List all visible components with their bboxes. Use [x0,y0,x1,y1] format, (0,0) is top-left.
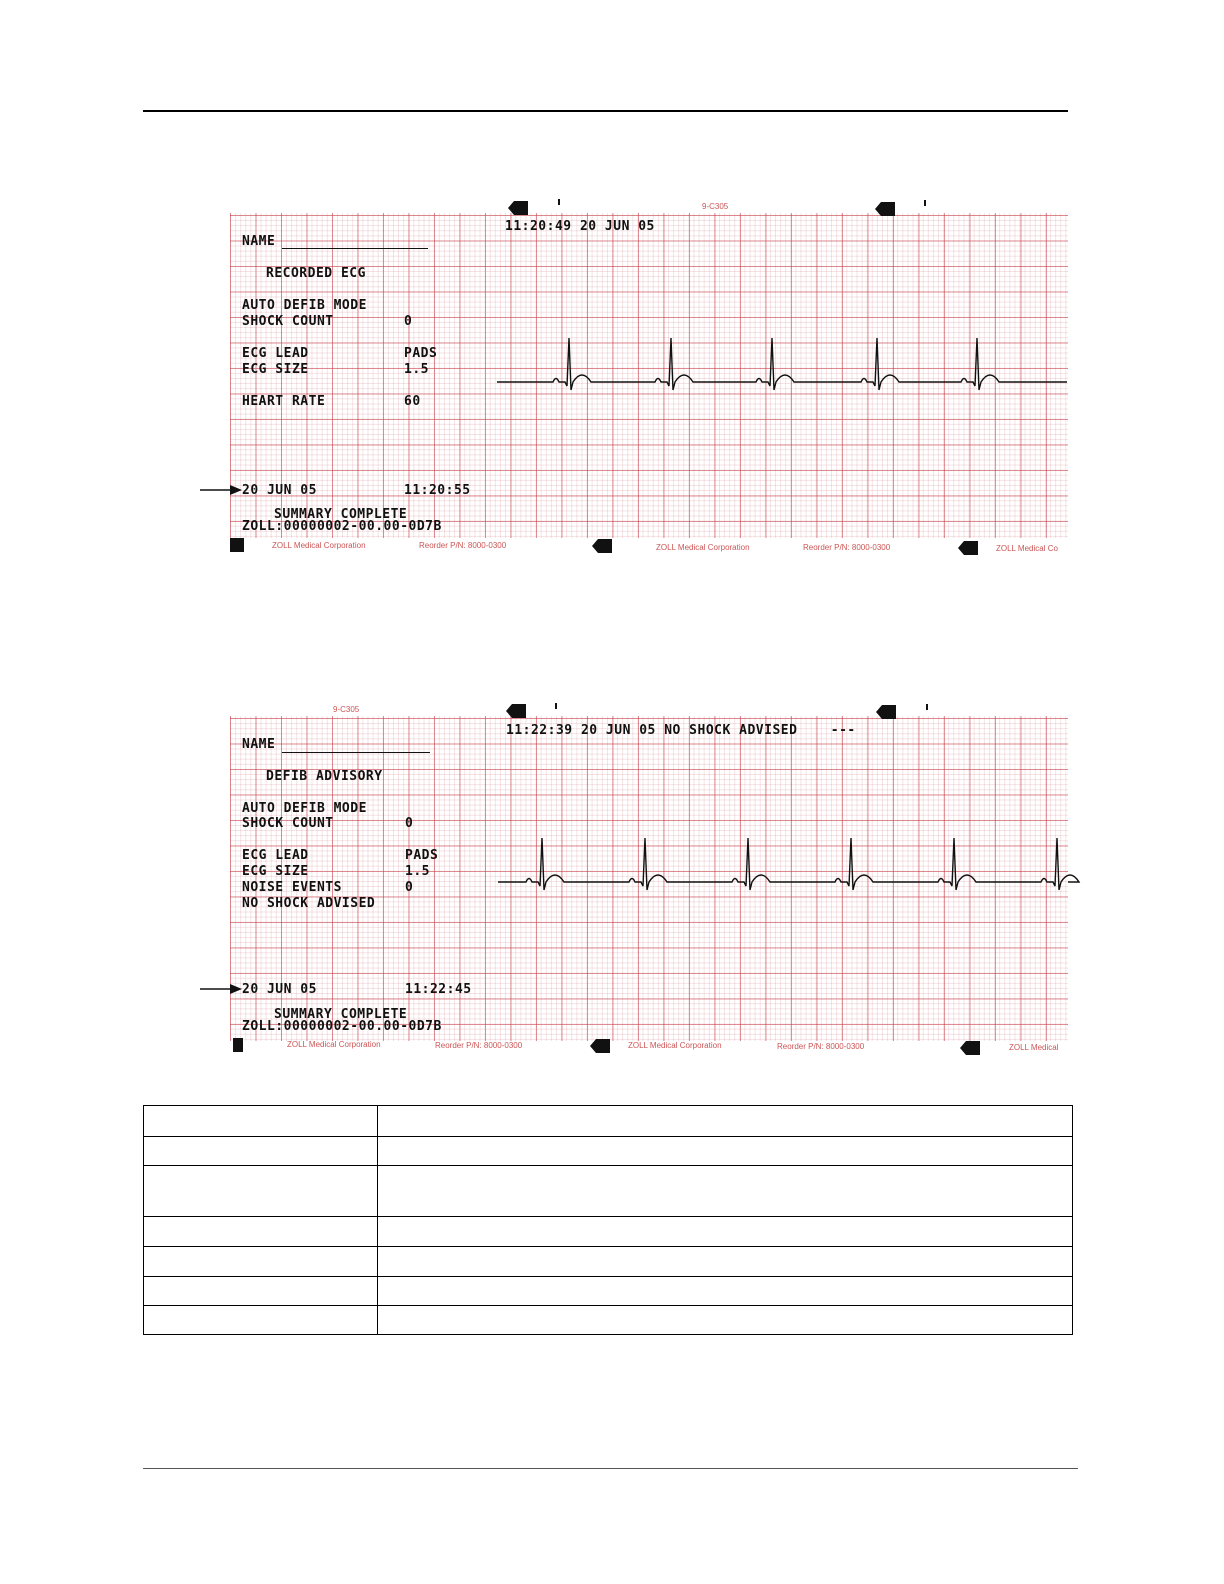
table-cell [144,1277,378,1306]
serial-text: ZOLL:00000002-00.00-0D7B [242,519,442,534]
footer-text: ZOLL Medical Corporation [656,543,750,552]
footer-text: ZOLL Medical Corporation [272,541,366,550]
table-cell [144,1217,378,1247]
table-row [144,1277,1073,1306]
footer-rule [143,1468,1078,1469]
row-value: 60 [404,394,421,409]
summary-text: SUMMARY COMPLETE [274,1007,408,1022]
strip-time: 11:20:55 [404,483,471,498]
table-cell [144,1306,378,1335]
row-value: PADS [404,346,438,361]
row-label: ECG SIZE [242,864,309,879]
table-cell [144,1106,378,1137]
table-row [144,1106,1073,1137]
row-value: 0 [404,314,413,329]
strip-date: 20 JUN 05 [242,982,317,997]
table-cell [378,1277,1073,1306]
table-row [144,1137,1073,1166]
strip-code: 9-C305 [702,202,729,211]
row-label: NOISE EVENTS [242,880,342,895]
table-cell [378,1306,1073,1335]
header-rule [143,110,1068,112]
table-cell [144,1137,378,1166]
row-value: 1.5 [404,362,429,377]
arrow-icon [200,484,242,496]
footer-text: ZOLL Medical [1009,1043,1059,1052]
table-cell [378,1247,1073,1277]
ecg-trace [230,195,1068,552]
name-label: NAME [242,737,276,752]
table-cell [378,1106,1073,1137]
row-label: HEART RATE [242,394,326,409]
row-value: 1.5 [405,864,430,879]
footer-text: ZOLL Medical Corporation [628,1041,722,1050]
serial-text: ZOLL:00000002-00.00-0D7B [242,1019,442,1034]
ecg-strip-recorded [230,195,1068,552]
strip-header: 11:22:39 20 JUN 05 NO SHOCK ADVISED --- [506,723,856,738]
strip-code: 9-C305 [333,705,360,714]
strip-date: 20 JUN 05 [242,483,317,498]
table-cell [378,1137,1073,1166]
info-table [143,1105,1073,1335]
footer-text: Reorder P/N: 8000-0300 [803,543,891,552]
footer-text: Reorder P/N: 8000-0300 [777,1042,865,1051]
row-label: ECG LEAD [242,848,309,863]
strip-title: DEFIB ADVISORY [266,769,383,784]
row-label: NO SHOCK ADVISED [242,896,376,911]
row-label: AUTO DEFIB MODE [242,298,367,313]
table-cell [378,1217,1073,1247]
row-value: 0 [405,880,414,895]
arrow-icon [200,983,242,995]
row-label: ECG SIZE [242,362,309,377]
row-value: PADS [405,848,439,863]
strip-header: 11:20:49 20 JUN 05 [505,219,655,234]
footer-text: Reorder P/N: 8000-0300 [419,541,507,550]
row-label: SHOCK COUNT [242,314,334,329]
table-row [144,1217,1073,1247]
ecg-trace [230,698,1068,1055]
footer-text: ZOLL Medical Corporation [287,1040,381,1049]
strip-time: 11:22:45 [405,982,472,997]
ecg-strip-advisory [230,698,1068,1055]
name-label: NAME [242,234,276,249]
table-row [144,1247,1073,1277]
table-cell [144,1166,378,1217]
summary-text: SUMMARY COMPLETE [274,507,408,522]
footer-text: Reorder P/N: 8000-0300 [435,1041,523,1050]
row-label: ECG LEAD [242,346,309,361]
row-label: AUTO DEFIB MODE [242,801,367,816]
strip-title: RECORDED ECG [266,266,366,281]
footer-text: ZOLL Medical Co [996,544,1058,553]
table-row [144,1306,1073,1335]
table-cell [378,1166,1073,1217]
table-row [144,1166,1073,1217]
table-cell [144,1247,378,1277]
row-value: 0 [405,816,414,831]
row-label: SHOCK COUNT [242,816,334,831]
